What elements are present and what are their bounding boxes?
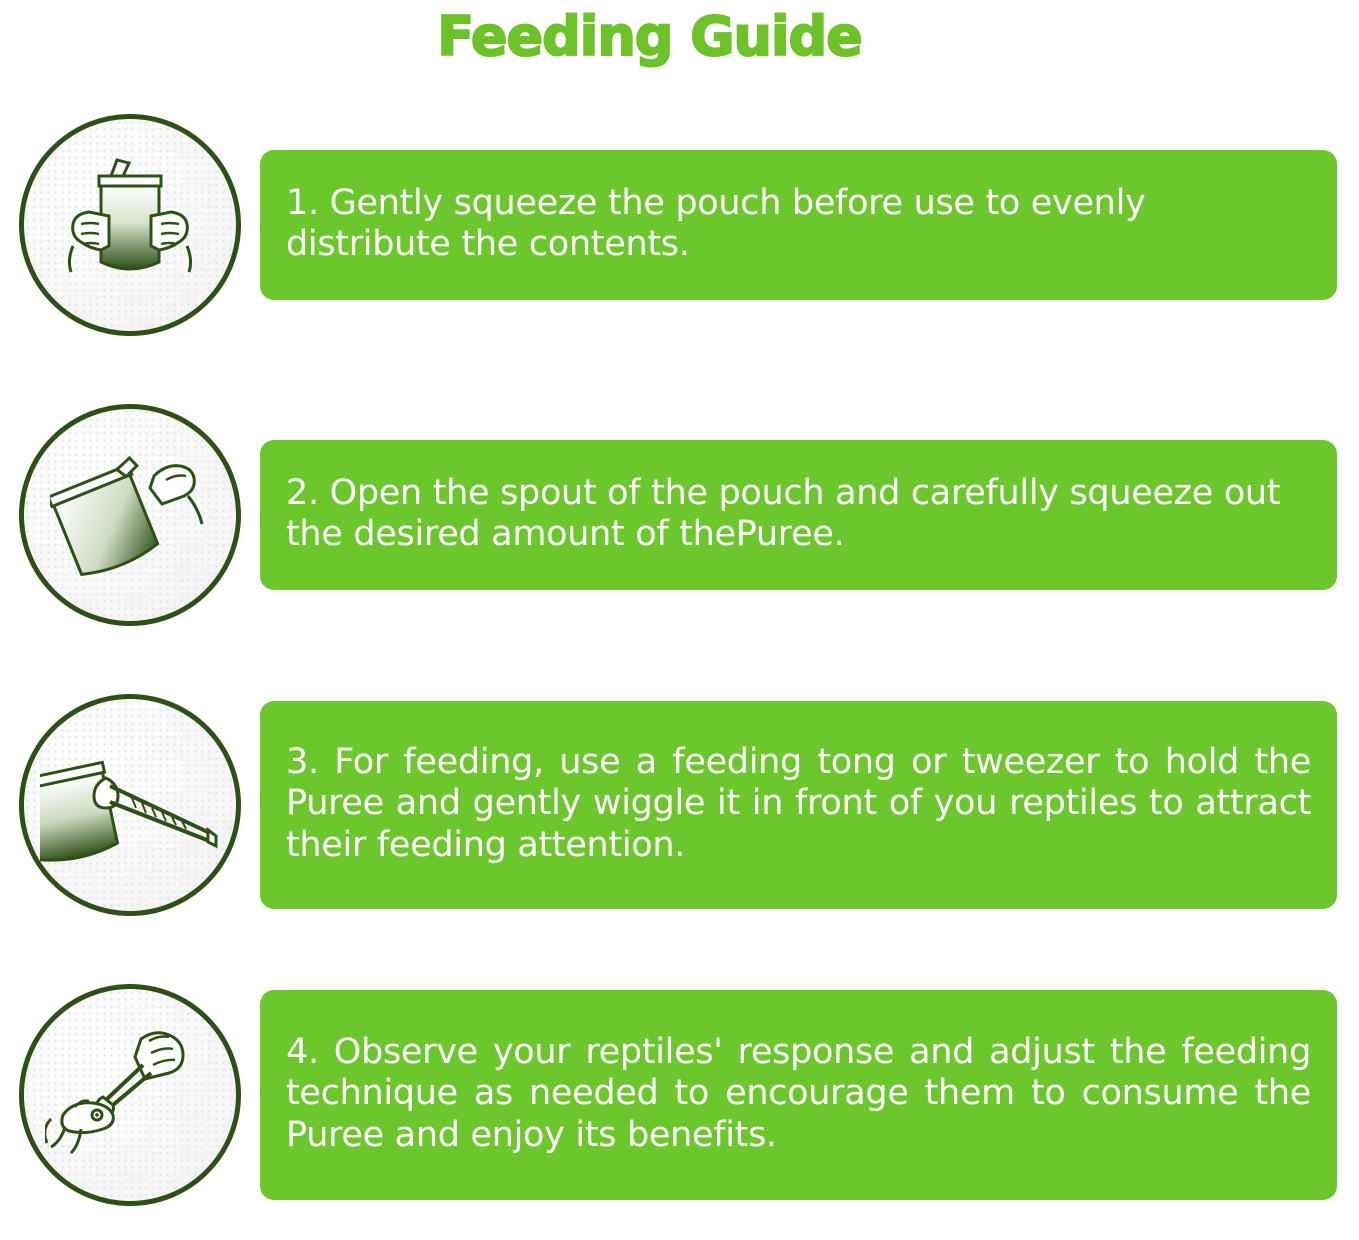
list-item <box>0 370 1359 660</box>
tweezer-holding-puree-icon <box>19 694 241 916</box>
step-3-icon-wrap <box>0 694 260 916</box>
list-item <box>0 660 1359 950</box>
step-2-icon-wrap <box>0 404 260 626</box>
step-3-text: 3. For feeding, use a feeding tong or tweezer to hold the Puree and gently wiggle it in front of you reptiles to attract their feeding attention. <box>260 701 1337 909</box>
list-item <box>0 950 1359 1240</box>
step-1-icon-wrap <box>0 114 260 336</box>
step-1-text: 1. Gently squeeze the pouch before use to evenly distribute the contents. <box>260 150 1337 300</box>
step-2-text: 2. Open the spout of the pouch and carefully squeeze out the desired amount of thePuree. <box>260 440 1337 590</box>
hand-opening-pouch-spout-icon <box>19 404 241 626</box>
hands-squeezing-pouch-icon <box>19 114 241 336</box>
feeding-reptile-with-tweezer-icon <box>19 984 241 1206</box>
page-title: Feeding Guide <box>437 5 862 68</box>
step-4-text: 4. Observe your reptiles' response and adjust the feeding technique as needed to encourage them to consume the Puree and enjoy its benefits. <box>260 990 1337 1200</box>
step-4-icon-wrap <box>0 984 260 1206</box>
list-item <box>0 80 1359 370</box>
steps-list <box>0 80 1359 1240</box>
